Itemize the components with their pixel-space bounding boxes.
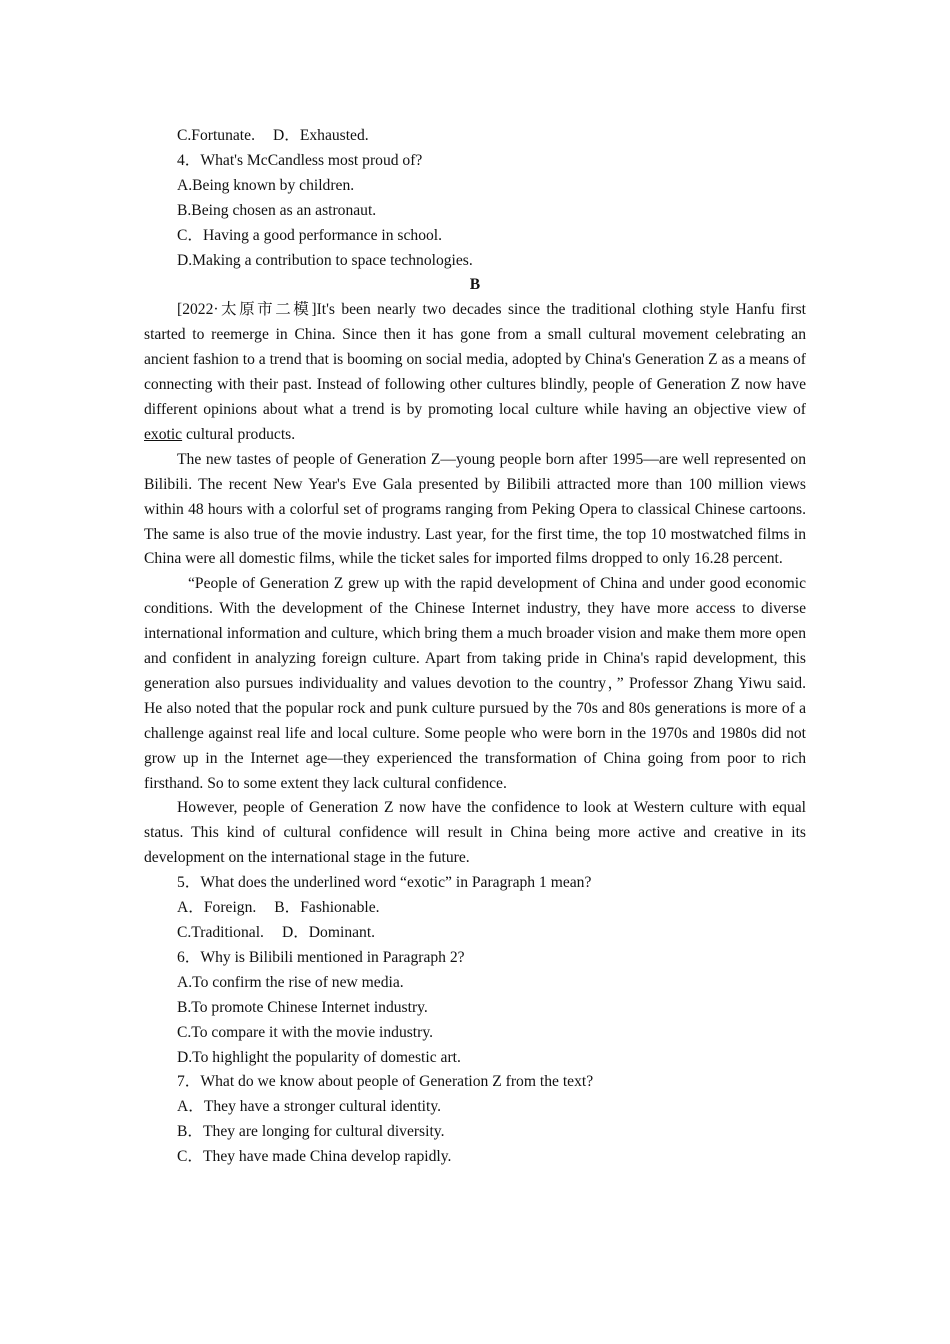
- question-7-option-c: C．They have made China develop rapidly.: [177, 1148, 452, 1166]
- question-6-stem: 6．Why is Bilibili mentioned in Paragraph 2?: [177, 948, 465, 966]
- question-6-option-a: A.To confirm the rise of new media.: [177, 973, 404, 991]
- question-5-option-a: A．Foreign.: [177, 899, 257, 917]
- paragraph-1-text: It's been nearly two decades since the traditional clothing style Hanfu first started to reemerge in China. Since then it has gone from a small cultural movement celebrating an ancient fashion to a trend that is booming on social media, adopted by China's Generation Z as a means of connecting with their past. Instead of following other cultures blindly, people of Generation Z now have different opinions about what a trend is by promoting local culture while having an objective view of: [144, 301, 806, 418]
- question-5-option-d: D．Dominant.: [281, 924, 376, 941]
- question-4-option-b: B.Being chosen as an astronaut.: [177, 201, 377, 219]
- question-5-option-b: B．Fashionable.: [274, 899, 380, 917]
- question-4-option-c: C．Having a good performance in school.: [177, 226, 443, 244]
- passage-paragraph-1: [144, 298, 806, 447]
- source-tag: [2022·太原市二模]: [177, 301, 317, 319]
- question-6-option-b: B.To promote Chinese Internet industry.: [177, 998, 428, 1016]
- question-5-option-c: C.Traditional.: [177, 924, 264, 941]
- document-page: [144, 124, 806, 1170]
- question-4-stem: 4．What's McCandless most proud of?: [177, 151, 423, 169]
- question-5-stem: 5．What does the underlined word “exotic” in Paragraph 1 mean?: [177, 874, 592, 892]
- question-6-option-d: D.To highlight the popularity of domestic art.: [177, 1048, 461, 1066]
- underlined-word: exotic: [144, 425, 183, 443]
- option-d: D．Exhausted.: [272, 127, 369, 144]
- question-4-option-a: A.Being known by children.: [177, 176, 355, 194]
- question-7-option-a: A．They have a stronger cultural identity.: [177, 1098, 441, 1116]
- prev-question-options-cd: [144, 124, 806, 149]
- section-heading: B: [469, 276, 481, 294]
- option-c: C.Fortunate.: [177, 127, 255, 144]
- passage-paragraph-4: However, people of Generation Z now have the confidence to look at Western culture with equal status. This kind of cultural confidence will result in China being more active and creative in its development on the international stage in the future.: [144, 799, 806, 867]
- question-6-option-c: C.To compare it with the movie industry.: [177, 1023, 434, 1041]
- passage-paragraph-2: The new tastes of people of Generation Z—young people born after 1995—are well represented on Bilibili. The recent New Year's Eve Gala presented by Bilibili attracted more than 100 million views within 48 hours with a colorful set of programs ranging from Peking Opera to classical Chinese cartoons. The same is also true of the movie industry. Last year, for the first time, the top 10 mostwatched films in China were all domestic films, while the ticket sales for imported films dropped to only 16.28 percent.: [144, 450, 806, 568]
- question-7-stem: 7．What do we know about people of Generation Z from the text?: [177, 1073, 594, 1091]
- passage-paragraph-3: “People of Generation Z grew up with the rapid development of China and under good economic conditions. With the development of the Chinese Internet industry, they have more access to diverse international information and culture, which bring them a much broader vision and make them more open and confident in analyzing foreign culture. Apart from taking pride in China's rapid development, this generation also pursues individuality and values devotion to the country，” Professor Zhang Yiwu said. He also noted that the popular rock and punk culture pursued by the 70s and 80s generations is more of a challenge against real life and local culture. Some people who were born in the 1970s and 1980s did not grow up in the Internet age—they experienced the transformation of China going from poor to rich firsthand. So to some extent they lack cultural confidence.: [144, 575, 806, 792]
- paragraph-1-ending: cultural products.: [182, 425, 296, 443]
- question-7-option-b: B．They are longing for cultural diversity.: [177, 1123, 445, 1141]
- question-5-options-ab: [144, 896, 806, 921]
- question-5-options-cd: [144, 921, 806, 946]
- question-4-option-d: D.Making a contribution to space technologies.: [177, 251, 473, 269]
